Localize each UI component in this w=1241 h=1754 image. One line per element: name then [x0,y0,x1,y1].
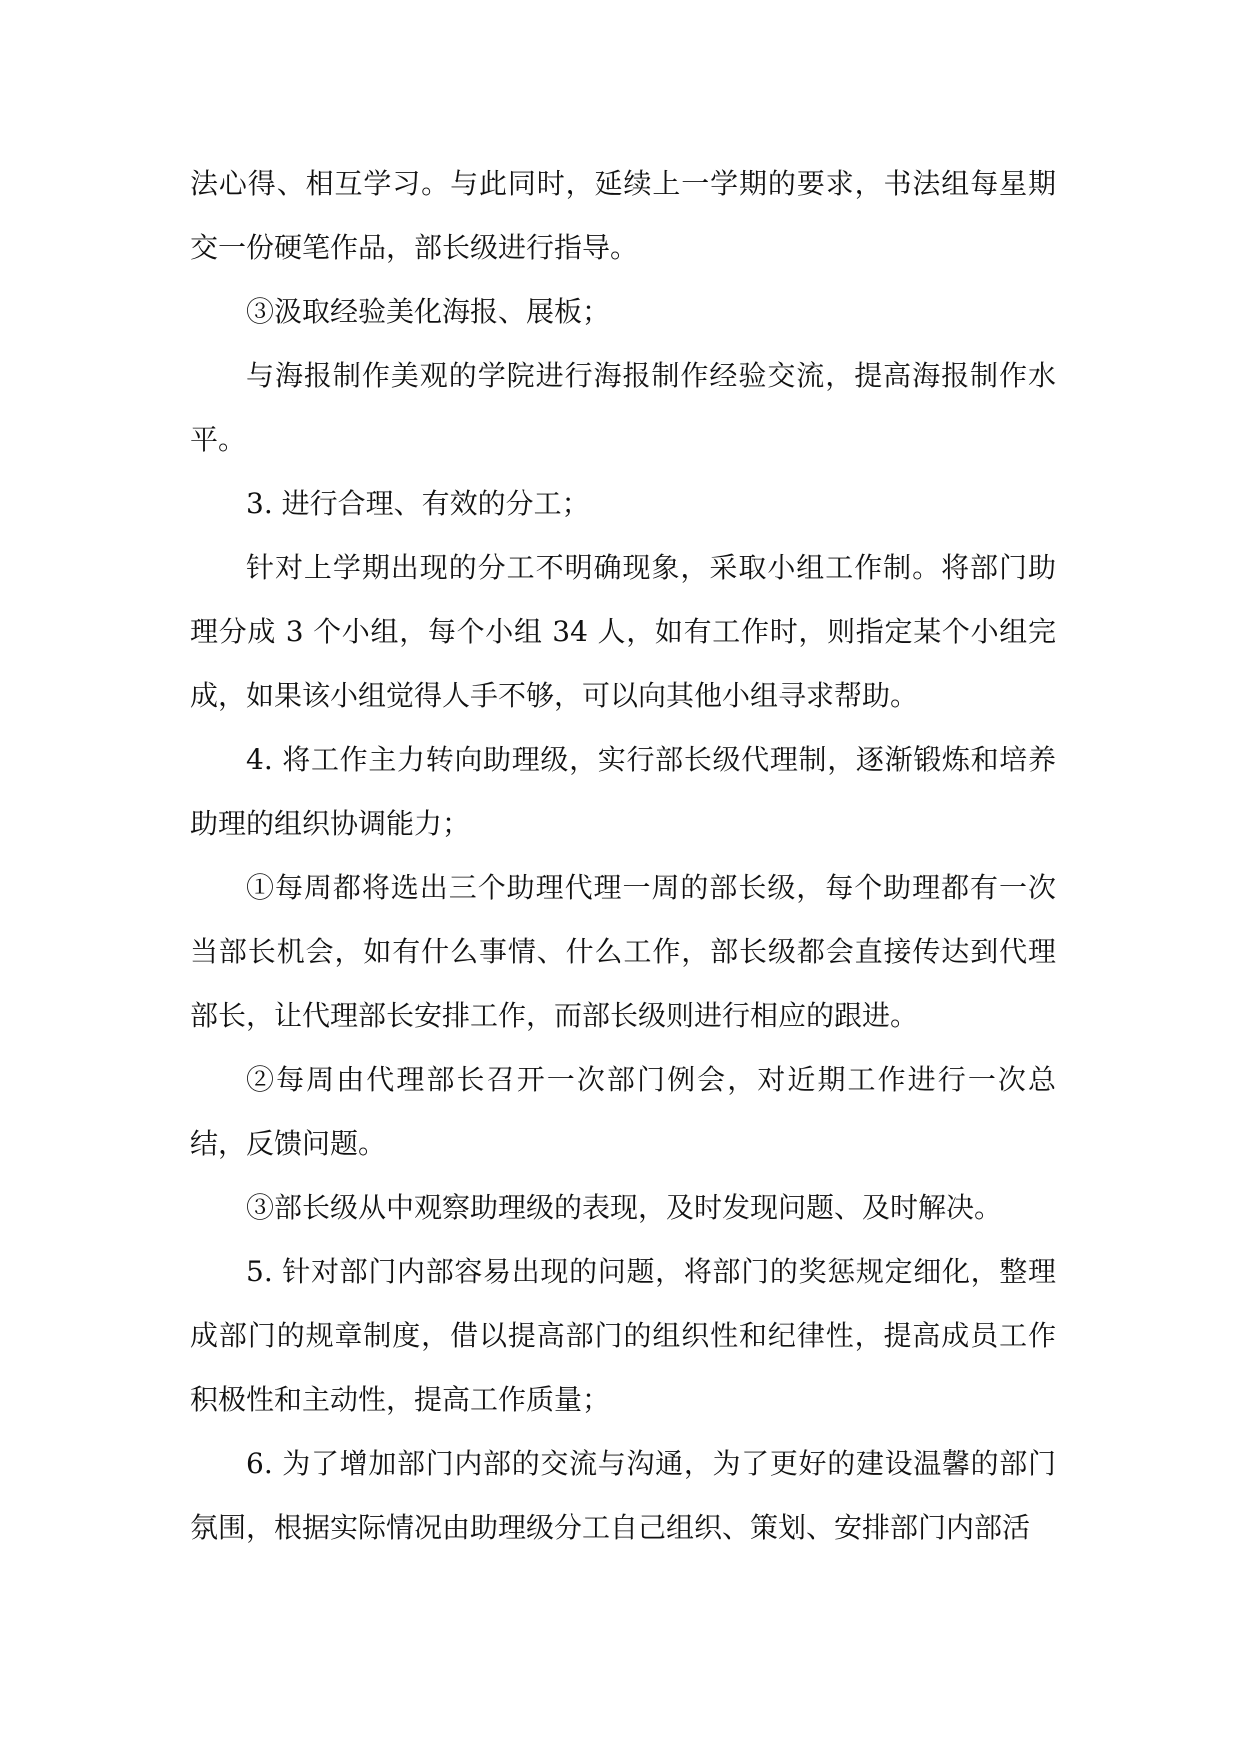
paragraph: 针对上学期出现的分工不明确现象，采取小组工作制。将部门助理分成 3 个小组，每个小组 34 人，如有工作时，则指定某个小组完成，如果该小组觉得人手不够，可以向其他小组寻求帮助。 [190,551,1056,712]
paragraph: 法心得、相互学习。与此同时，延续上一学期的要求，书法组每星期交一份硬笔作品，部长级进行指导。 [190,167,1056,264]
paragraph: 4. 将工作主力转向助理级，实行部长级代理制，逐渐锻炼和培养助理的组织协调能力； [190,743,1056,840]
paragraph: 与海报制作美观的学院进行海报制作经验交流，提高海报制作水平。 [190,359,1056,456]
document-body [190,152,1056,1560]
paragraph: ③部长级从中观察助理级的表现，及时发现问题、及时解决。 [246,1191,1003,1224]
paragraph: ②每周由代理部长召开一次部门例会，对近期工作进行一次总结，反馈问题。 [190,1063,1056,1160]
paragraph: ①每周都将选出三个助理代理一周的部长级，每个助理都有一次当部长机会，如有什么事情、什么工作，部长级都会直接传达到代理部长，让代理部长安排工作，而部长级则进行相应的跟进。 [190,871,1056,1032]
paragraph: 3. 进行合理、有效的分工； [246,487,590,520]
paragraph: ③汲取经验美化海报、展板； [246,295,611,328]
paragraph: 5. 针对部门内部容易出现的问题，将部门的奖惩规定细化，整理成部门的规章制度，借以提高部门的组织性和纪律性，提高成员工作积极性和主动性，提高工作质量； [190,1255,1056,1416]
paragraph: 6. 为了增加部门内部的交流与沟通，为了更好的建设温馨的部门氛围，根据实际情况由助理级分工自己组织、策划、安排部门内部活 [190,1447,1056,1544]
